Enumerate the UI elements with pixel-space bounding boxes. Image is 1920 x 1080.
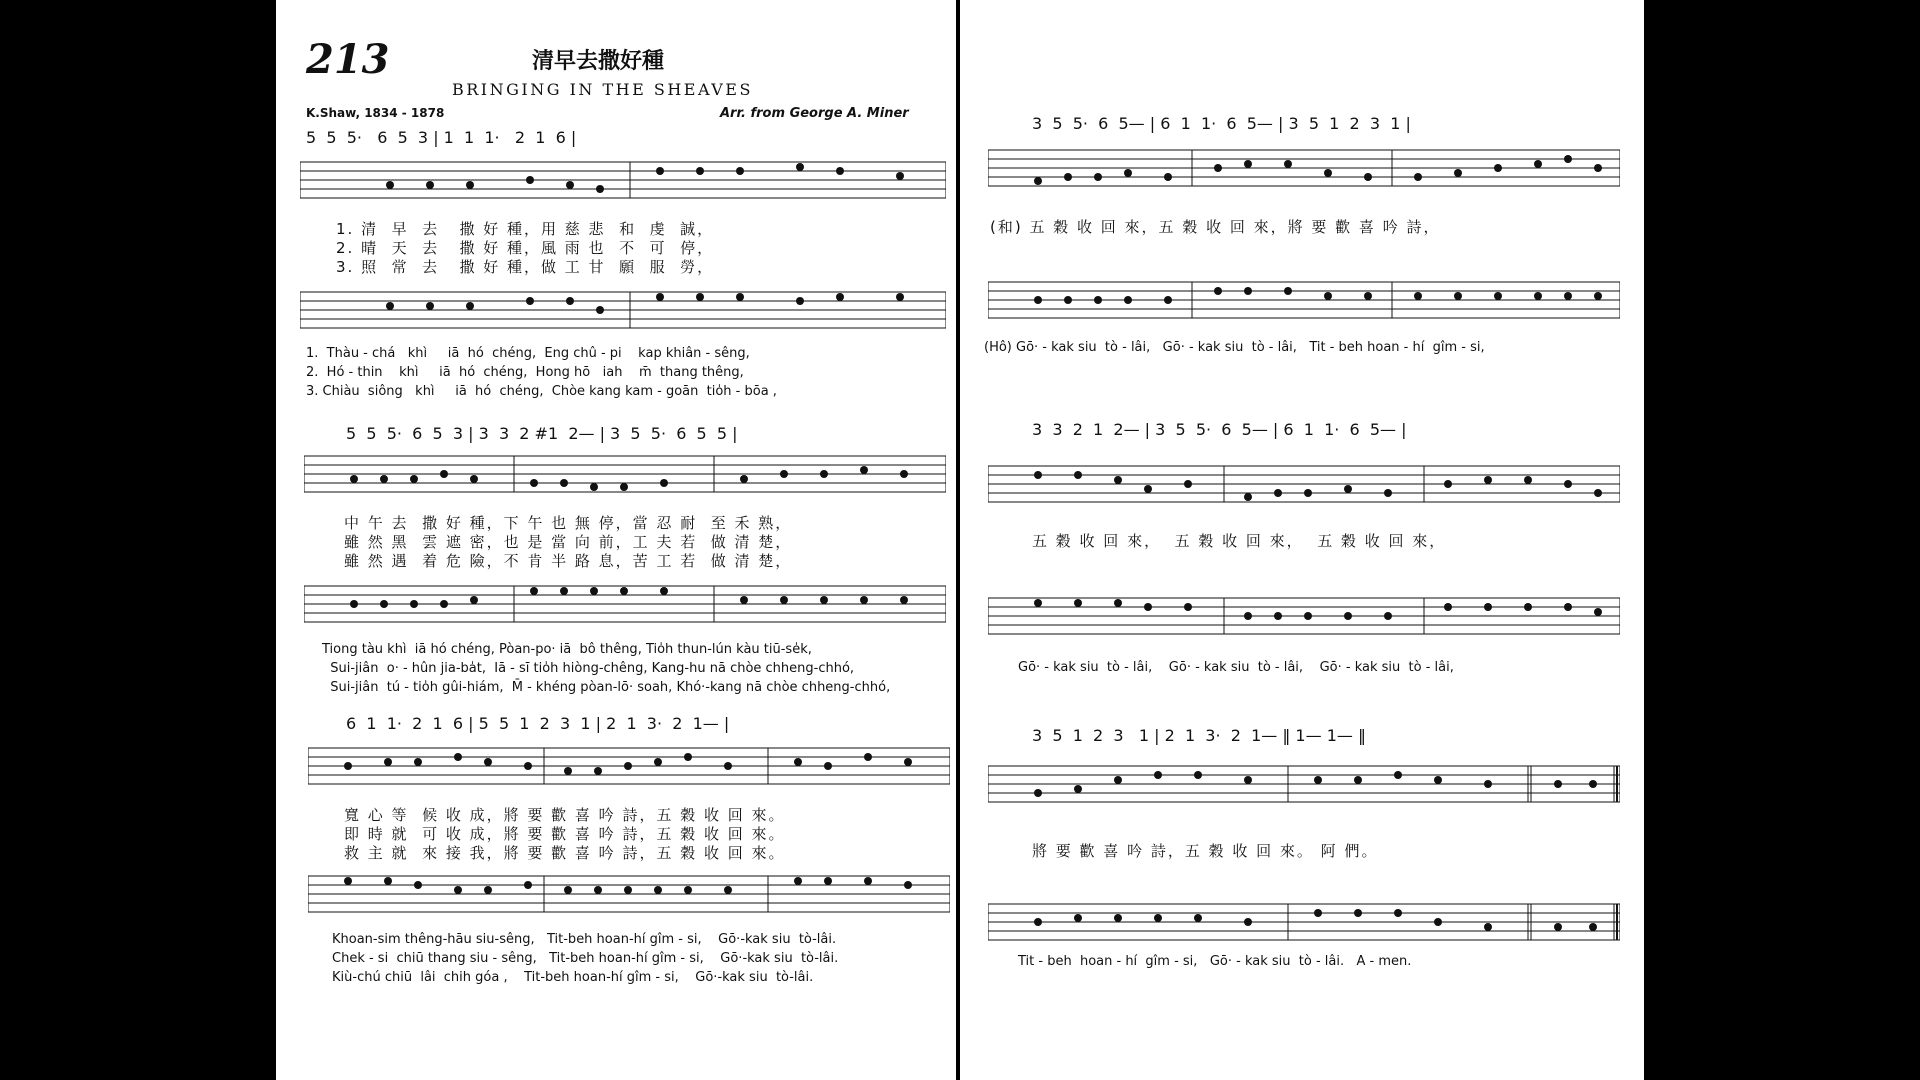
numbered-notation: 3 3 2 1 2— | 3 5 5· 6 5— | 6 1 1· 6 5— | [1032,420,1407,439]
treble-staff [988,462,1620,506]
lyric-tw-refrain: Tit - beh hoan - hí gîm - si, Gō· - kak siu tò - lâi. A - men. [1018,954,1412,969]
lyric-tw-verse-1: Tiong tàu khì iā hó chéng, Pòan-po· iā bô thêng, Tio̍h thun-lún kàu tiū-se̍k, [322,642,812,657]
bass-staff [988,278,1620,322]
treble-staff [304,452,946,496]
lyric-cn-refrain: 將 要 歡 喜 吟 詩，五 穀 收 回 來。 阿 們。 [1032,842,1379,860]
lyric-tw-verse-2: Chek - si chiū thang siu - sêng, Tit-beh hoan-hí gîm - si, Gō·-kak siu tò-lâi. [332,951,839,966]
right-page [960,0,1644,1080]
lyric-tw-verse-3: Sui-jiân tú - tio̍h gûi-hiám, M̄ - khéng pòan-lō· soah, Khó·-kang nā chòe chheng-chhó, [322,680,891,695]
lyric-cn-verse-2: 2. 晴 天 去 撒 好 種，風 雨 也 不 可 停， [336,239,715,257]
left-page [276,0,956,1080]
lyric-cn-verse-2: 雖 然 黑 雲 遮 密，也 是 當 向 前，工 夫 若 做 清 楚， [344,533,793,551]
treble-staff [300,158,946,202]
treble-staff [988,762,1620,806]
bass-staff [304,582,946,626]
lyric-cn-verse-3: 雖 然 遇 着 危 險，不 肯 半 路 息，苦 工 若 做 清 楚， [344,552,793,570]
treble-staff [308,744,950,788]
lyric-tw-verse-3: Kiù-chú chiū lâi chih góa , Tit-beh hoan-hí gîm - si, Gō·-kak siu tò-lâi. [332,970,814,985]
bass-staff [308,872,950,916]
lyric-cn-verse-1: 1. 清 早 去 撒 好 種，用 慈 悲 和 虔 誠， [336,220,715,238]
lyric-tw-refrain: (Hô) Gō· - kak siu tò - lâi, Gō· - kak siu tò - lâi, Tit - beh hoan - hí gîm - si, [984,340,1485,355]
hymn-title-english: BRINGING IN THE SHEAVES [452,80,753,99]
bass-staff [300,288,946,332]
lyric-cn-verse-1: 寬 心 等 候 收 成，將 要 歡 喜 吟 詩，五 穀 收 回 來。 [344,806,786,824]
numbered-notation: 5 5 5· 6 5 3 | 1 1 1· 2 1 6 | [306,128,577,147]
lyric-cn-verse-2: 即 時 就 可 收 成，將 要 歡 喜 吟 詩，五 穀 收 回 來。 [344,825,786,843]
hymn-title-chinese: 清早去撒好種 [532,49,665,74]
lyric-tw-refrain: Gō· - kak siu tò - lâi, Gō· - kak siu tò - lâi, Gō· - kak siu tò - lâi, [1018,660,1454,675]
lyric-tw-verse-1: 1. Thàu - chá khì iā hó chéng, Eng chû - pi kap khiân - sêng, [306,346,750,361]
author-credit: K.Shaw, 1834 - 1878 [306,106,445,120]
lyric-tw-verse-2: Sui-jiân o· - hûn jia-ba̍t, Iā - sī tio̍h hiòng-chêng, Kang-hu nā chòe chheng-chhó, [322,661,855,676]
numbered-notation: 3 5 1 2 3 1 | 2 1 3· 2 1— ‖ 1— 1— ‖ [1032,726,1366,745]
lyric-cn-refrain: (和) 五 穀 收 回 來，五 穀 收 回 來，將 要 歡 喜 吟 詩， [990,218,1441,236]
lyric-cn-verse-1: 中 午 去 撒 好 種，下 午 也 無 停，當 忍 耐 至 禾 熟， [344,514,793,532]
lyric-cn-verse-3: 救 主 就 來 接 我，將 要 歡 喜 吟 詩，五 穀 收 回 來。 [344,844,786,862]
lyric-tw-verse-3: 3. Chiàu siông khì iā hó chéng, Chòe kang kam - goān tio̍h - bōa , [306,384,777,399]
numbered-notation: 5 5 5· 6 5 3 | 3 3 2 #1 2— | 3 5 5· 6 5 5 | [346,424,738,443]
lyric-cn-refrain: 五 穀 收 回 來， 五 穀 收 回 來， 五 穀 收 回 來， [1032,532,1447,550]
bass-staff [988,594,1620,638]
numbered-notation: 6 1 1· 2 1 6 | 5 5 1 2 3 1 | 2 1 3· 2 1— | [346,714,730,733]
hymn-number: 213 [306,36,390,83]
numbered-notation: 3 5 5· 6 5— | 6 1 1· 6 5— | 3 5 1 2 3 1 | [1032,114,1411,133]
lyric-tw-verse-2: 2. Hó - thin khì iā hó chéng, Hong hō iah m̄ thang thêng, [306,365,744,380]
treble-staff [988,146,1620,190]
bass-staff [988,900,1620,944]
lyric-tw-verse-1: Khoan-sim thêng-hāu siu-sêng, Tit-beh hoan-hí gîm - si, Gō·-kak siu tò-lâi. [332,932,837,947]
arranger-credit: Arr. from George A. Miner [720,106,909,121]
lyric-cn-verse-3: 3. 照 常 去 撒 好 種，做 工 甘 願 服 勞， [336,258,715,276]
